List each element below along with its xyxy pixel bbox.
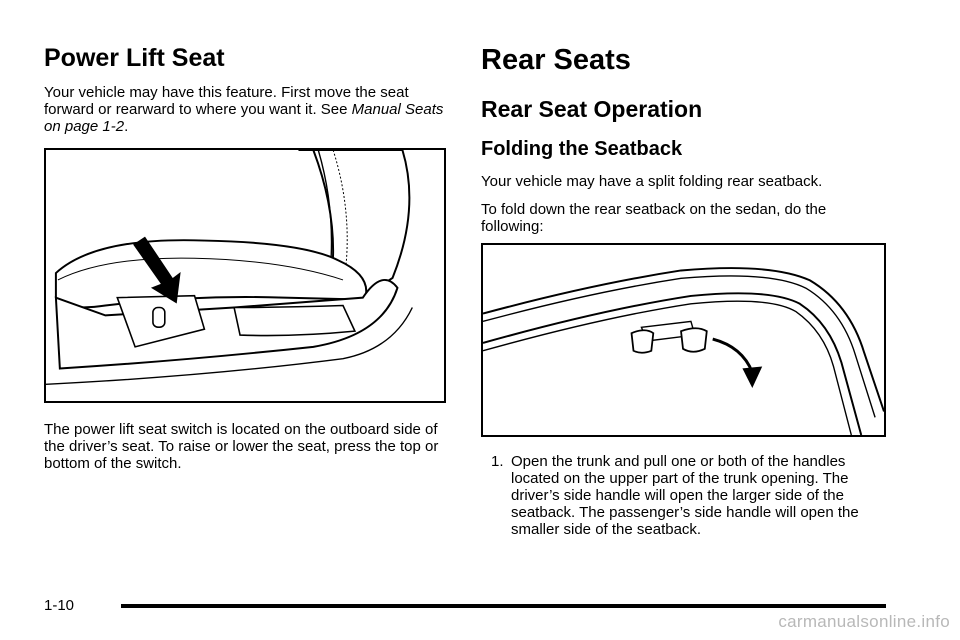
- power-lift-intro: [44, 84, 444, 135]
- watermark-text: carmanualsonline.info: [778, 612, 950, 631]
- fold-down-paragraph: To fold down the rear seatback on the sedan, do the following:: [481, 201, 827, 235]
- power-lift-seat-illustration: [44, 148, 446, 403]
- section-heading-power-lift-seat: Power Lift Seat: [44, 44, 225, 72]
- trunk-drawing: [483, 245, 884, 435]
- trunk-handles-illustration: [481, 243, 886, 437]
- manual-seats-reference-link[interactable]: Manual Seats on page 1-2: [44, 101, 444, 135]
- fold-steps-list: [481, 453, 886, 538]
- page-number: 1-10: [44, 597, 75, 614]
- seat-drawing: [46, 150, 444, 401]
- step-1: [481, 453, 886, 538]
- power-lift-description: The power lift seat switch is located on the outboard side of the driver’s seat. To raise or lower the seat, press the top or bottom of the switch.: [44, 421, 439, 472]
- intro-text: Your vehicle may have this feature. First move the seat forward or rearward to where you want it. See: [44, 84, 409, 118]
- footer-divider: [121, 604, 886, 608]
- split-folding-paragraph: Your vehicle may have a split folding rear seatback.: [481, 173, 823, 190]
- section-heading-rear-seats: Rear Seats: [481, 44, 631, 76]
- step-1-text: Open the trunk and pull one or both of the handles located on the upper part of the trunk opening. The driver’s side handle will open the larger side of the seatback. The passenger’s side handle will open the smaller side of the seatback.: [511, 453, 859, 538]
- subheading-rear-seat-operation: Rear Seat Operation: [481, 96, 703, 122]
- step-1-number: 1.: [491, 453, 504, 470]
- intro-end: .: [124, 118, 129, 135]
- subheading-folding-seatback: Folding the Seatback: [481, 138, 683, 160]
